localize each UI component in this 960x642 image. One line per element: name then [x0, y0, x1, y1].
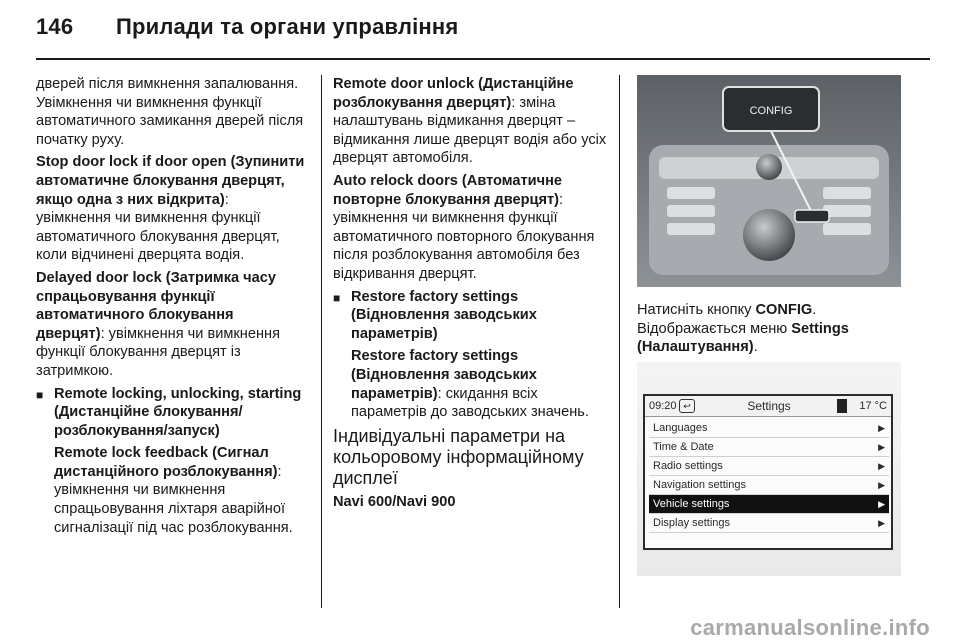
term: Remote door unlock (Дистанційне розблокування дверцят) [333, 76, 574, 111]
display-screen [643, 394, 893, 550]
description: : зміна налаштувань відмикання дверцят – відмикання лише дверцят водія або усіх дверцят автомобіля. [333, 94, 607, 167]
bullet-item [36, 385, 306, 441]
phone-icon [837, 399, 847, 413]
settings-list [645, 417, 891, 533]
arrow-right-icon: ▶ [878, 517, 885, 528]
menu-item: Languages ▶ [649, 419, 889, 438]
panel-button [667, 187, 715, 199]
page-header [36, 14, 926, 54]
menu-item: Navigation settings ▶ [649, 476, 889, 495]
header-rule [36, 58, 930, 60]
arrow-right-icon: ▶ [878, 441, 885, 452]
term: Stop door lock if door open (Зупинити автоматичне блокування дверцят, якщо одна з них відкрита) [36, 154, 305, 208]
menu-item: Display settings ▶ [649, 514, 889, 533]
dashboard-photo [637, 75, 901, 287]
description: : увімкнення чи вимкнення спрацьовування ліхтаря аварійної сигналізації під час розблокування. [54, 463, 293, 536]
description: : увімкнення чи вимкнення функції автоматичного блокування дверцят, коли відчинені дверцята водія. [36, 191, 280, 264]
config-button [795, 210, 829, 222]
back-icon: ↩ [679, 399, 695, 413]
figure-column [637, 75, 927, 357]
menu-item-selected: Vehicle settings ▶ [649, 495, 889, 514]
paragraph [333, 75, 610, 168]
menu-item: Time & Date ▶ [649, 438, 889, 457]
term: Remote lock feedback (Сигнал дистанційного розблокування) [54, 445, 278, 480]
page-number: 146 [36, 14, 74, 39]
panel-button [823, 223, 871, 235]
watermark: carmanualsonline.info [690, 615, 930, 640]
bullet-mark: ■ [36, 387, 44, 402]
bullet-title: Remote locking, unlocking, starting (Дистанційне блокування/ розблокування/запуск) [54, 385, 302, 439]
description: : скидання всіх параметрів до заводських значень. [351, 385, 589, 421]
paragraph [333, 172, 610, 284]
menu-item: Radio settings ▶ [649, 457, 889, 476]
temperature: 17 °C [859, 400, 887, 412]
paragraph [36, 444, 306, 537]
paragraph [333, 347, 610, 421]
text-column-2 [333, 75, 610, 515]
config-label: CONFIG [749, 105, 793, 117]
description: : увімкнення чи вимкнення функції блокування дверцят із затримкою. [36, 325, 280, 379]
arrow-right-icon: ▶ [878, 479, 885, 490]
volume-knob [756, 154, 782, 180]
bullet-mark: ■ [333, 290, 341, 305]
column-divider [619, 75, 620, 608]
dashboard-illustration [637, 75, 901, 287]
clock: 09:20 [649, 400, 677, 412]
arrow-right-icon: ▶ [878, 422, 885, 433]
panel-button [823, 205, 871, 217]
panel-button [823, 187, 871, 199]
section-heading: Індивідуальні параметри на кольоровому інформаційному дисплеї [333, 425, 584, 488]
column-divider [321, 75, 322, 608]
paragraph [36, 153, 306, 265]
term: Delayed door lock (Затримка часу спрацьовування функції автоматичного блокування дверцят) [36, 269, 277, 342]
term: Restore factory settings (Відновлення заводських параметрів) [351, 348, 537, 402]
screen-title: Settings [747, 399, 791, 413]
paragraph [36, 269, 306, 381]
bullet-title: Restore factory settings (Відновлення заводських параметрів) [351, 288, 537, 342]
figure-caption: Натисніть кнопку CONFIG. Відображається меню Settings (Налаштування). [637, 302, 849, 356]
paragraph: дверей після вимкнення запалювання. Увімкнення чи вимкнення функції автоматичного замикання дверей після початку руху. [36, 76, 304, 148]
settings-screenshot [637, 362, 901, 576]
page-title: Прилади та органи управління [116, 14, 459, 39]
panel-button [667, 205, 715, 217]
model-label: Navi 600/Navi 900 [333, 493, 456, 510]
term: Auto relock doors (Автоматичне повторне блокування дверцят) [333, 172, 563, 208]
arrow-right-icon: ▶ [878, 498, 885, 509]
menu-knob [743, 209, 795, 261]
bullet-item [333, 288, 610, 344]
arrow-right-icon: ▶ [878, 460, 885, 471]
description: : увімкнення чи вимкнення функції автоматичного повторного блокування після розблокування автомобіля без відкривання дверцят. [333, 191, 595, 282]
text-column-1 [36, 75, 306, 541]
screen-top-bar [645, 396, 891, 417]
panel-button [667, 223, 715, 235]
